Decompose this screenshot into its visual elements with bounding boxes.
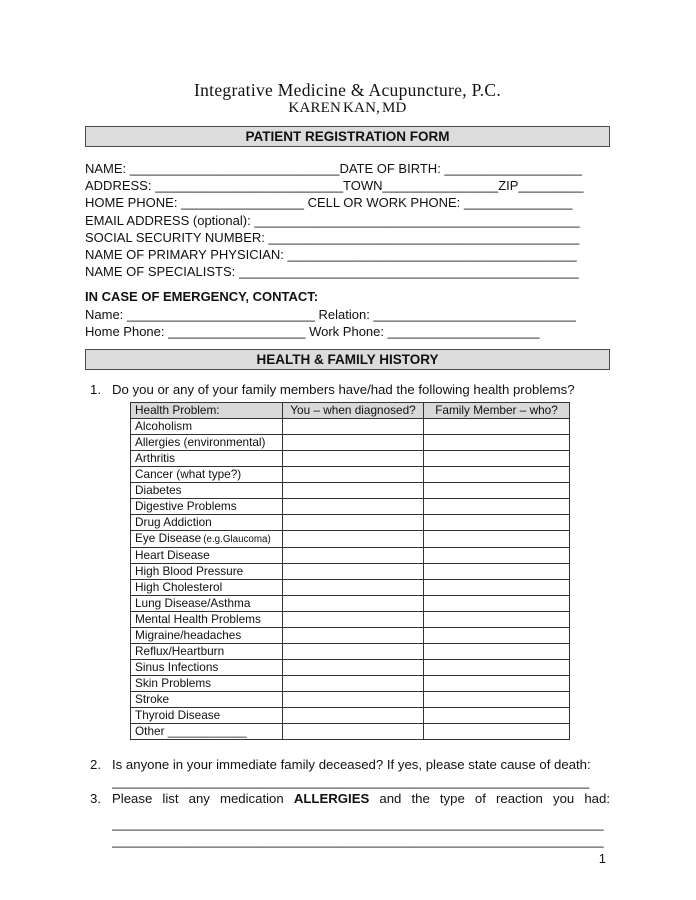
- health-problem-label: Arthritis: [131, 451, 283, 467]
- health-family-history-banner: HEALTH & FAMILY HISTORY: [85, 349, 610, 370]
- field-line-email: EMAIL ADDRESS (optional): _____________________________________________: [85, 212, 580, 228]
- health-problem-label: [131, 531, 283, 548]
- question-3-text: [112, 790, 610, 807]
- field-line-address-town-zip: ADDRESS: __________________________TOWN________________ZIP_________: [85, 178, 584, 194]
- field-line-primary-physician: NAME OF PRIMARY PHYSICIAN: ________________________________________: [85, 247, 577, 263]
- family-member-cell: [424, 724, 570, 740]
- you-diagnosed-cell: [283, 708, 424, 724]
- family-member-cell: [424, 451, 570, 467]
- health-problem-label: Sinus Infections: [131, 660, 283, 676]
- family-member-cell: [424, 660, 570, 676]
- table-row: [131, 467, 570, 483]
- you-diagnosed-cell: [283, 596, 424, 612]
- table-row: [131, 499, 570, 515]
- field-line-specialists: NAME OF SPECIALISTS: _______________________________________________: [85, 264, 579, 280]
- page-number: 1: [598, 851, 606, 867]
- question-2: [90, 756, 610, 773]
- question-2-blank-line: __________________________________________________________________: [112, 774, 590, 790]
- family-member-cell: [424, 564, 570, 580]
- emergency-phones-line: Home Phone: ___________________ Work Phone: _____________________: [85, 323, 540, 339]
- question-1-text: Do you or any of your family members have/had the following health problems?: [112, 382, 575, 398]
- you-diagnosed-cell: [283, 531, 424, 548]
- table-row: [131, 724, 570, 740]
- health-problem-label: Heart Disease: [131, 548, 283, 564]
- question-3-blank-line-1: ____________________________________________________________________: [112, 816, 604, 832]
- header-health-problem: Health Problem:: [131, 403, 283, 419]
- health-history-table: [130, 402, 570, 740]
- question-3-number: 3.: [90, 791, 101, 807]
- question-1-number: 1.: [90, 382, 101, 398]
- patient-registration-form-banner: PATIENT REGISTRATION FORM: [85, 126, 610, 147]
- family-member-cell: [424, 612, 570, 628]
- you-diagnosed-cell: [283, 628, 424, 644]
- table-row: [131, 596, 570, 612]
- family-member-cell: [424, 708, 570, 724]
- family-member-cell: [424, 483, 570, 499]
- family-member-cell: [424, 628, 570, 644]
- health-problem-label: Migraine/headaches: [131, 628, 283, 644]
- family-member-cell: [424, 435, 570, 451]
- family-member-cell: [424, 467, 570, 483]
- you-diagnosed-cell: [283, 435, 424, 451]
- health-problem-label: Diabetes: [131, 483, 283, 499]
- question-3-text-before: Please list any medication: [112, 791, 294, 807]
- you-diagnosed-cell: [283, 451, 424, 467]
- table-row: [131, 612, 570, 628]
- you-diagnosed-cell: [283, 644, 424, 660]
- family-member-cell: [424, 548, 570, 564]
- table-row: [131, 708, 570, 724]
- table-row: [131, 435, 570, 451]
- health-problem-label: Mental Health Problems: [131, 612, 283, 628]
- table-row: [131, 451, 570, 467]
- health-problem-label: Alcoholism: [131, 419, 283, 435]
- health-problem-label: Allergies (environmental): [131, 435, 283, 451]
- header-family-member-who: Family Member – who?: [424, 403, 570, 419]
- table-row: [131, 531, 570, 548]
- question-2-number: 2.: [90, 757, 101, 773]
- family-member-cell: [424, 531, 570, 548]
- table-row: [131, 515, 570, 531]
- you-diagnosed-cell: [283, 580, 424, 596]
- table-row: [131, 564, 570, 580]
- table-row: [131, 676, 570, 692]
- question-3-allergies-bold: ALLERGIES: [293, 791, 370, 807]
- family-member-cell: [424, 644, 570, 660]
- family-member-cell: [424, 692, 570, 708]
- practice-name: Integrative Medicine & Acupuncture, P.C.: [194, 80, 501, 100]
- family-member-cell: [424, 499, 570, 515]
- field-line-name-dob: NAME: _____________________________DATE OF BIRTH: ___________________: [85, 161, 582, 176]
- question-3-text-after: and the type of reaction you had:: [369, 791, 610, 807]
- field-line-phones: HOME PHONE: _________________ CELL OR WORK PHONE: _______________: [85, 195, 573, 211]
- family-member-cell: [424, 419, 570, 435]
- health-problem-text: Eye Disease: [135, 531, 202, 546]
- you-diagnosed-cell: [283, 564, 424, 580]
- you-diagnosed-cell: [283, 467, 424, 483]
- you-diagnosed-cell: [283, 499, 424, 515]
- you-diagnosed-cell: [283, 724, 424, 740]
- you-diagnosed-cell: [283, 676, 424, 692]
- table-row: [131, 644, 570, 660]
- family-member-cell: [424, 515, 570, 531]
- health-problem-label: Stroke: [131, 692, 283, 708]
- you-diagnosed-cell: [283, 612, 424, 628]
- table-row: [131, 628, 570, 644]
- emergency-contact-heading: IN CASE OF EMERGENCY, CONTACT:: [85, 289, 319, 305]
- table-row: [131, 580, 570, 596]
- question-3-blank-line-2: ____________________________________________________________________: [112, 833, 604, 849]
- registration-fields: [85, 160, 610, 280]
- table-row: [131, 483, 570, 499]
- health-problem-label: Skin Problems: [131, 676, 283, 692]
- family-member-cell: [424, 676, 570, 692]
- question-2-text: Is anyone in your immediate family deceased? If yes, please state cause of death:: [112, 757, 591, 773]
- question-1: [90, 381, 610, 398]
- emergency-name-relation-line: Name: __________________________ Relation: ____________________________: [85, 306, 576, 322]
- you-diagnosed-cell: [283, 419, 424, 435]
- table-header-row: [131, 403, 570, 419]
- you-diagnosed-cell: [283, 483, 424, 499]
- physician-name: KAREN KAN, MD: [288, 100, 407, 116]
- health-problem-note: (e.g.Glaucoma): [203, 534, 271, 546]
- you-diagnosed-cell: [283, 515, 424, 531]
- table-row: [131, 660, 570, 676]
- health-problem-label: Thyroid Disease: [131, 708, 283, 724]
- table-row: [131, 548, 570, 564]
- you-diagnosed-cell: [283, 692, 424, 708]
- you-diagnosed-cell: [283, 548, 424, 564]
- field-line-ssn: SOCIAL SECURITY NUMBER: ___________________________________________: [85, 229, 580, 245]
- health-problem-label: Reflux/Heartburn: [131, 644, 283, 660]
- health-problem-label: Digestive Problems: [131, 499, 283, 515]
- you-diagnosed-cell: [283, 660, 424, 676]
- health-problem-label: High Blood Pressure: [131, 564, 283, 580]
- header-you-when-diagnosed: You – when diagnosed?: [283, 403, 424, 419]
- health-problem-label: Drug Addiction: [131, 515, 283, 531]
- health-problem-label: High Cholesterol: [131, 580, 283, 596]
- health-problem-label: Other ____________: [131, 724, 283, 740]
- family-member-cell: [424, 596, 570, 612]
- family-member-cell: [424, 580, 570, 596]
- table-row: [131, 692, 570, 708]
- table-row: [131, 419, 570, 435]
- health-problem-label: Lung Disease/Asthma: [131, 596, 283, 612]
- question-3: [90, 790, 610, 807]
- health-problem-label: Cancer (what type?): [131, 467, 283, 483]
